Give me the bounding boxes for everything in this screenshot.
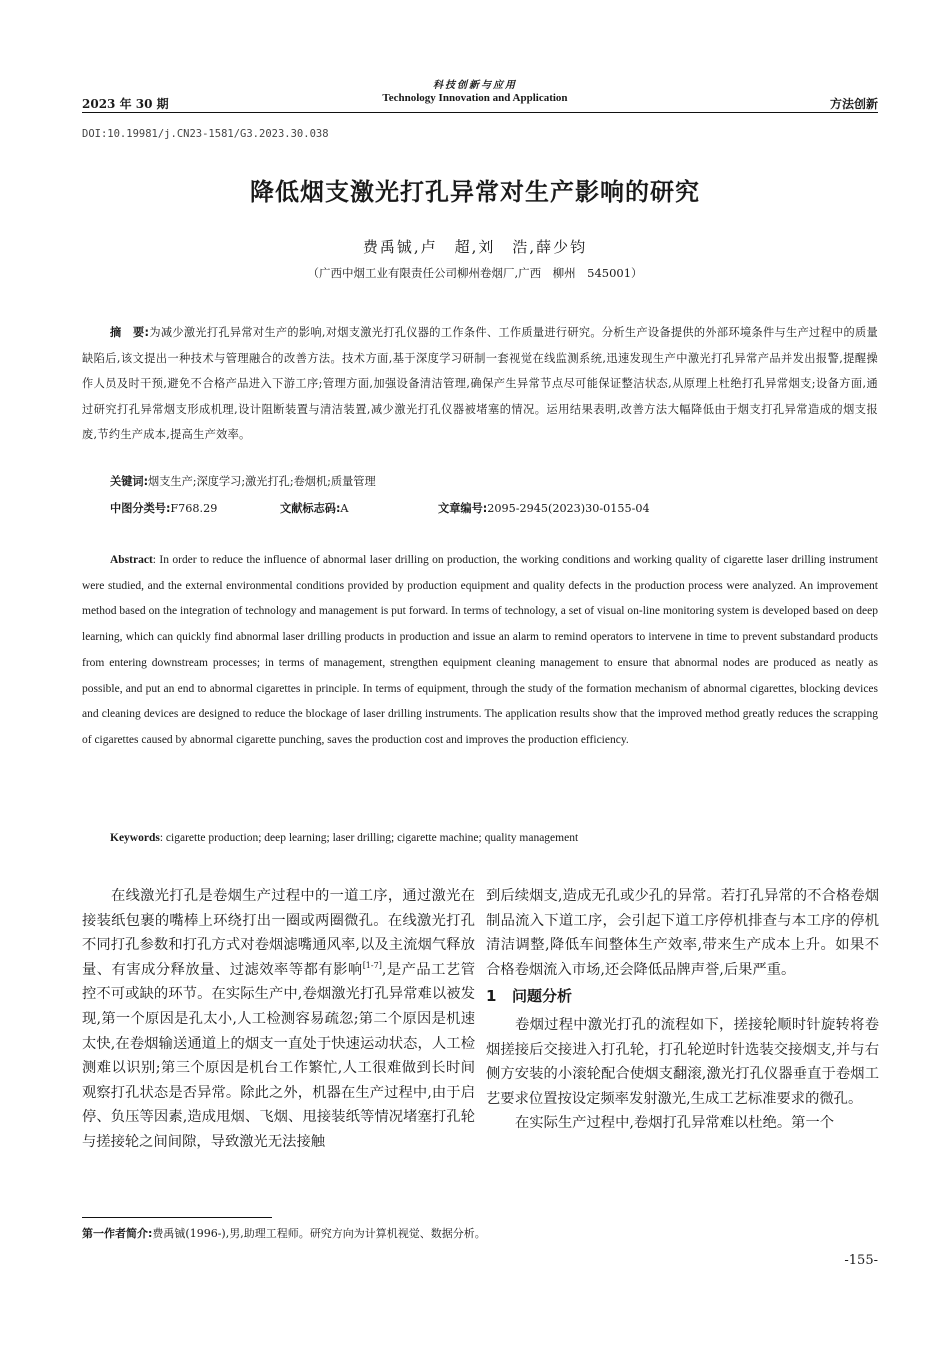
- body-paragraph: 卷烟过程中激光打孔的流程如下，搓接轮顺时针旋转将卷烟搓接后交接进入打孔轮，打孔轮逆时针选装交接烟支,并与右侧方安装的小滚轮配合使烟支翻滚,激光打孔仪器垂直于卷烟工艺要求位置按设定频率发射激光,生成工艺标准要求的微孔。: [486, 1016, 879, 1107]
- journal-name-en: Technology Innovation and Application: [382, 91, 568, 104]
- keywords-cn-text: 烟支生产;深度学习;激光打孔;卷烟机;质量管理: [148, 475, 376, 488]
- keywords-en-label: Keywords: [110, 832, 160, 844]
- abstract-cn: [82, 320, 878, 448]
- author-footnote: [82, 1225, 486, 1241]
- classification-line: [110, 500, 880, 516]
- section-title: 问题分析: [512, 987, 573, 1006]
- doi: DOI:10.19981/j.CN23-1581/G3.2023.30.038: [82, 128, 329, 140]
- article-no-item: [438, 500, 650, 516]
- header-divider: [82, 112, 878, 113]
- body-right-column: [486, 884, 879, 1136]
- section-heading: [486, 984, 879, 1009]
- body-text: 在线激光打孔是卷烟生产过程中的一道工序，通过激光在接装纸包裹的嘴棒上环绕打出一圈或两圈微孔。在线激光打孔不同打孔参数和打孔方式对卷烟滤嘴通风率,以及主流烟气释放量、有害成分释放量、过滤效率等都有影响: [82, 888, 475, 978]
- abstract-en-text: : In order to reduce the influence of abnormal laser drilling on production, the working conditions and working quality of cigarette laser drilling instrument were studied, and the external environmental conditions provided by production equipment and quality defects in the production process were analyzed. An improvement method based on the integration of technology and management is put forward. In terms of technology, a set of visual on-line monitoring system is developed based on deep learning, which can quickly find abnormal laser drilling products in production and issue an alarm to remind operators to intervene in time to prevent substandard products from entering downstream processes; in terms of management, strengthen equipment cleaning management to ensure that abnormal nodes are produced as neatly as possible, and put an end to abnormal cigarettes in principle. In terms of equipment, through the study of the formation mechanism of abnormal cigarettes, blocking devices and cleaning devices are designed to reduce the blockage of laser drilling instruments. The application results show that the improved method greatly reduces the scrapping of cigarettes caused by abnormal cigarette punching, saves the production cost and improves the production efficiency.: [82, 554, 878, 746]
- affiliation: （广西中烟工业有限责任公司柳州卷烟厂,广西 柳州 545001）: [307, 266, 643, 280]
- article-no-value: 2095-2945(2023)30-0155-04: [487, 502, 650, 515]
- body-paragraph: [82, 884, 475, 1155]
- page-number: -155-: [844, 1253, 878, 1268]
- citation-ref: [1-7]: [362, 961, 382, 971]
- clc-label: 中图分类号:: [110, 502, 171, 515]
- clc-item: [110, 500, 280, 516]
- article-no-label: 文章编号:: [438, 502, 488, 515]
- issue-label: 2023 年 30 期: [82, 97, 169, 111]
- footnote-label: 第一作者简介:: [82, 1227, 153, 1240]
- keywords-en: [110, 832, 578, 844]
- keywords-en-text: : cigarette production; deep learning; laser drilling; cigarette machine; quality management: [159, 832, 579, 844]
- abstract-en-label: Abstract: [110, 554, 153, 566]
- abstract-en: [82, 548, 878, 754]
- journal-name-cn: 科技创新与应用: [433, 80, 517, 91]
- abstract-cn-label: 摘 要:: [110, 326, 150, 339]
- abstract-cn-text: 为减少激光打孔异常对生产的影响,对烟支激光打孔仪器的工作条件、工作质量进行研究。分析生产设备提供的外部环境条件与生产过程中的质量缺陷后,该文提出一种技术与管理融合的改善方法。技术方面,基于深度学习研制一套视觉在线监测系统,迅速发现生产中激光打孔异常产品并发出报警,提醒操作人员及时干预,避免不合格产品进入下游工序;管理方面,加强设备清洁管理,确保产生异常节点尽可能保证整洁状态,从原理上杜绝打孔异常烟支;设备方面,通过研究打孔异常烟支形成机理,设计阻断装置与清洁装置,减少激光打孔仪器被堵塞的情况。运用结果表明,改善方法大幅降低由于烟支打孔异常造成的烟支报废,节约生产成本,提高生产效率。: [82, 326, 878, 442]
- paper-title: 降低烟支激光打孔异常对生产影响的研究: [250, 178, 700, 206]
- body-paragraph: 到后续烟支,造成无孔或少孔的异常。若打孔异常的不合格卷烟制品流入下道工序，会引起下道工序停机排查与本工序的停机清洁调整,降低车间整体生产效率,带来生产成本上升。如果不合格卷烟流入市场,还会降低品牌声誉,后果严重。: [486, 888, 879, 978]
- clc-value: F768.29: [170, 502, 218, 515]
- footnote-divider: [82, 1217, 272, 1218]
- authors: 费禹铖,卢 超,刘 浩,薛少钧: [362, 238, 588, 256]
- keywords-cn-label: 关键词:: [110, 475, 149, 488]
- footnote-text: 费禹铖(1996-),男,助理工程师。研究方向为计算机视觉、数据分析。: [152, 1227, 486, 1240]
- doc-code-label: 文献标志码:: [280, 502, 341, 515]
- keywords-cn: [110, 473, 376, 489]
- body-left-column: [82, 884, 475, 1155]
- body-paragraph: 在实际生产过程中,卷烟打孔异常难以杜绝。第一个: [515, 1115, 835, 1132]
- body-text: ,是产品工艺管控不可或缺的环节。在实际生产中,卷烟激光打孔异常难以被发现,第一个原因是孔太小,人工检测容易疏忽;第二个原因是机速太快,在卷烟输送通道上的烟支一直处于快速运动状态，人工检测难以识别;第三个原因是机台工作繁忙,人工很难做到长时间观察打孔状态是否异常。除此之外，机器在生产过程中,由于启停、负压等因素,造成甩烟、飞烟、甩接装纸等情况堵塞打孔轮与搓接轮之间间隙，导致激光无法接触: [82, 961, 475, 1150]
- column-label: 方法创新: [829, 97, 878, 111]
- section-number: 1: [486, 987, 497, 1006]
- doc-code-item: [280, 500, 438, 516]
- doc-code-value: A: [340, 502, 349, 515]
